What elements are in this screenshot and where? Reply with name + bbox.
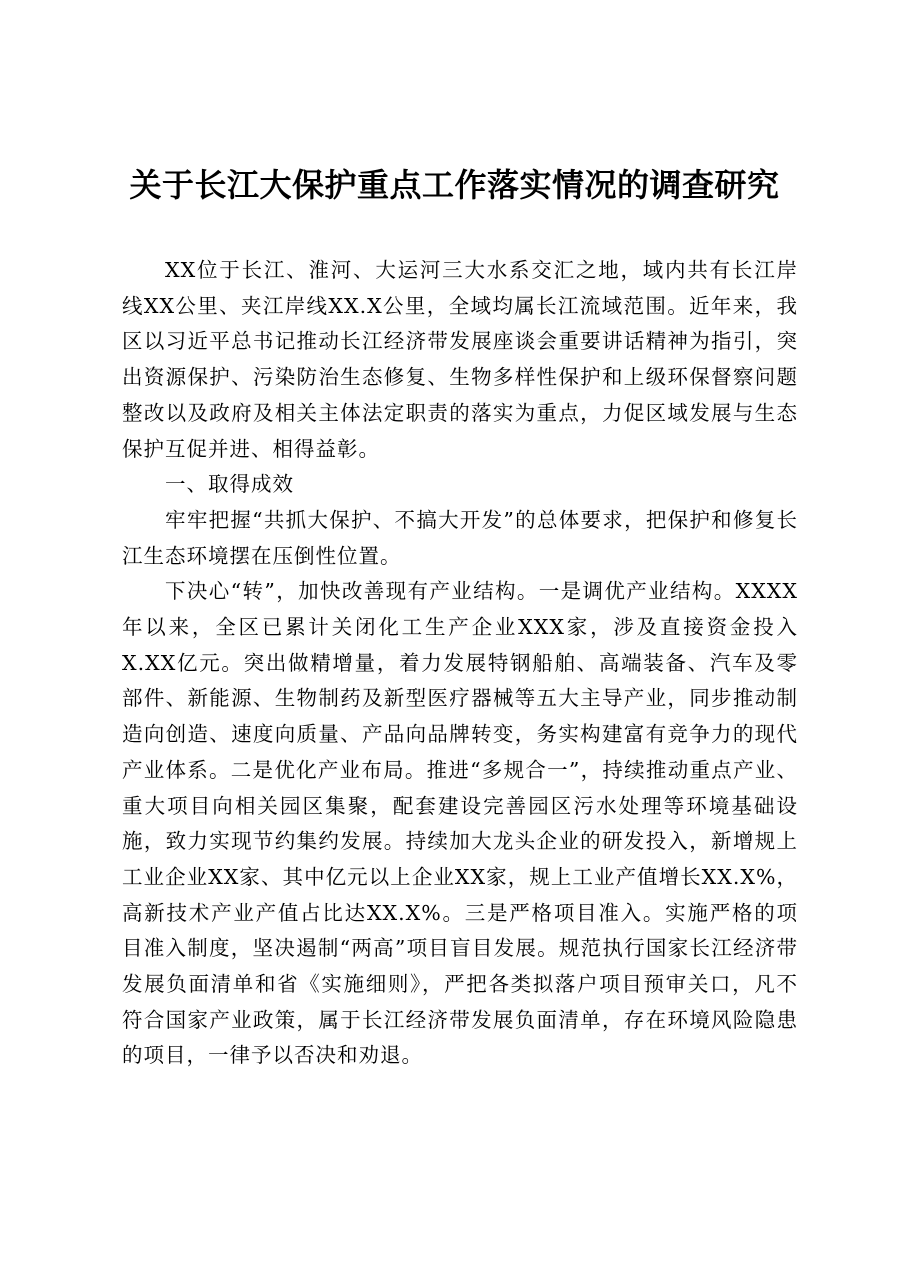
- paragraph-overall-requirement: 牢牢把握“共抓大保护、不搞大开发”的总体要求，把保护和修复长江生态环境摆在压倒性位置。: [122, 507, 798, 568]
- document-body: [122, 253, 798, 1074]
- paragraph-industrial-structure: 下决心“转”，加快改善现有产业结构。一是调优产业结构。XXXX年以来，全区已累计关闭化工生产企业XXX家，涉及直接资金投入X.XX亿元。突出做精增量，着力发展特钢船舶、高端装备、汽车及零部件、新能源、生物制药及新型医疗器械等五大主导产业，同步推动制造向创造、速度向质量、产品向品牌转变，务实构建富有竞争力的现代产业体系。二是优化产业布局。推进“多规合一”，持续推动重点产业、重大项目向相关园区集聚，配套建设完善园区污水处理等环境基础设施，致力实现节约集约发展。持续加大龙头企业的研发投入，新增规上工业企业XX家、其中亿元以上企业XX家，规上工业产值增长XX.X%，高新技术产业产值占比达XX.X%。三是严格项目准入。实施严格的项目准入制度，坚决遏制“两高”项目盲目发展。规范执行国家长江经济带发展负面清单和省《实施细则》，严把各类拟落户项目预审关口，凡不符合国家产业政策，属于长江经济带发展负面清单，存在环境风险隐患的项目，一律予以否决和劝退。: [122, 579, 798, 1068]
- document-title: 关于长江大保护重点工作落实情况的调查研究: [129, 166, 780, 204]
- paragraph-intro: XX位于长江、淮河、大运河三大水系交汇之地，域内共有长江岸线XX公里、夹江岸线XX.X公里，全域均属长江流域范围。近年来，我区以习近平总书记推动长江经济带发展座谈会重要讲话精神为指引，突出资源保护、污染防治生态修复、生物多样性保护和上级环保督察问题整改以及政府及相关主体法定职责的落实为重点，力促区域发展与生态保护互促并进、相得益彰。: [122, 258, 798, 461]
- section-heading-achievements: 一、取得成效: [165, 472, 295, 497]
